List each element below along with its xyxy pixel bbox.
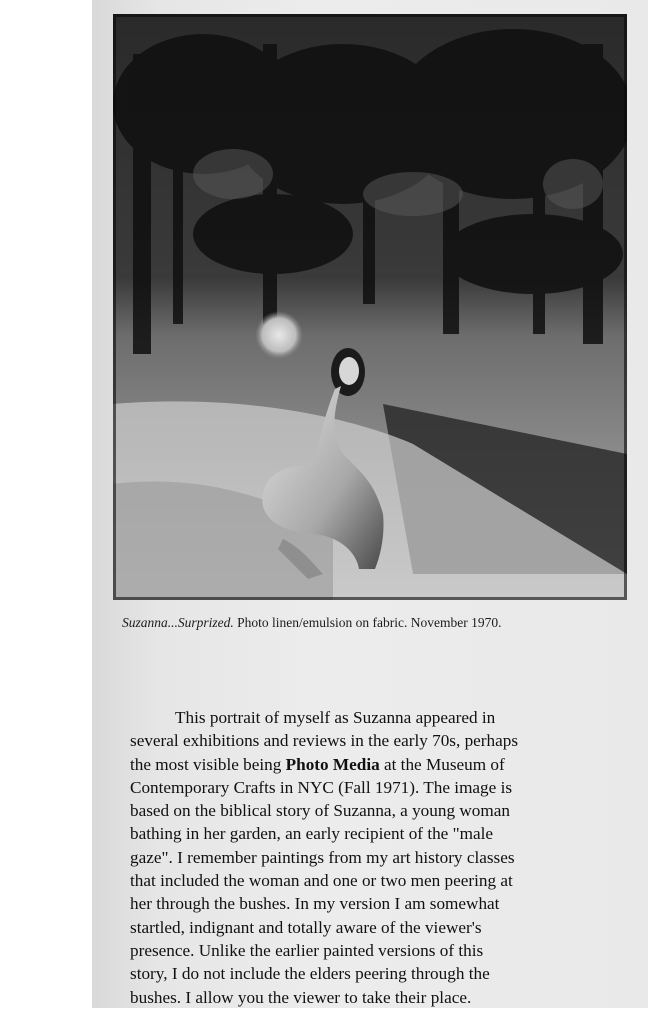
paragraph-line: that included the woman and one or two men peering at	[130, 871, 513, 891]
paragraph-line: bushes. I allow you the viewer to take their place.	[130, 987, 472, 1007]
artwork-photo	[113, 14, 627, 600]
paragraph-line	[130, 753, 600, 776]
paragraph-line: This portrait of myself as Suzanna appeared in	[175, 708, 496, 727]
paragraph-line: bathing in her garden, an early recipient of the "male	[130, 824, 494, 844]
paragraph-line: gaze". I remember paintings from my art history classes	[130, 847, 515, 867]
paragraph-line: her through the bushes. In my version I am somewhat	[130, 894, 500, 914]
caption-title: Suzanna...Surprized.	[122, 615, 234, 630]
paragraph-line: based on the biblical story of Suzanna, a young woman	[130, 801, 510, 821]
exhibition-name: Photo Media	[285, 754, 380, 774]
paragraph-line: story, I do not include the elders peering through the	[130, 964, 490, 984]
photo-caption	[122, 615, 622, 631]
paragraph-line: several exhibitions and reviews in the early 70s, perhaps	[130, 731, 519, 751]
paragraph-line-part: the most visible being	[130, 754, 282, 774]
paragraph-line: Contemporary Crafts in NYC (Fall 1971). The image is	[130, 777, 513, 797]
photo-emulsion-image	[113, 14, 627, 600]
paragraph-line-part: at the Museum of	[383, 754, 505, 774]
paragraph-line: startled, indignant and totally aware of the viewer's	[130, 917, 482, 937]
caption-details: Photo linen/emulsion on fabric. November 1970.	[237, 615, 502, 630]
paragraph-line: presence. Unlike the earlier painted versions of this	[130, 940, 484, 960]
body-paragraph	[130, 706, 600, 1009]
